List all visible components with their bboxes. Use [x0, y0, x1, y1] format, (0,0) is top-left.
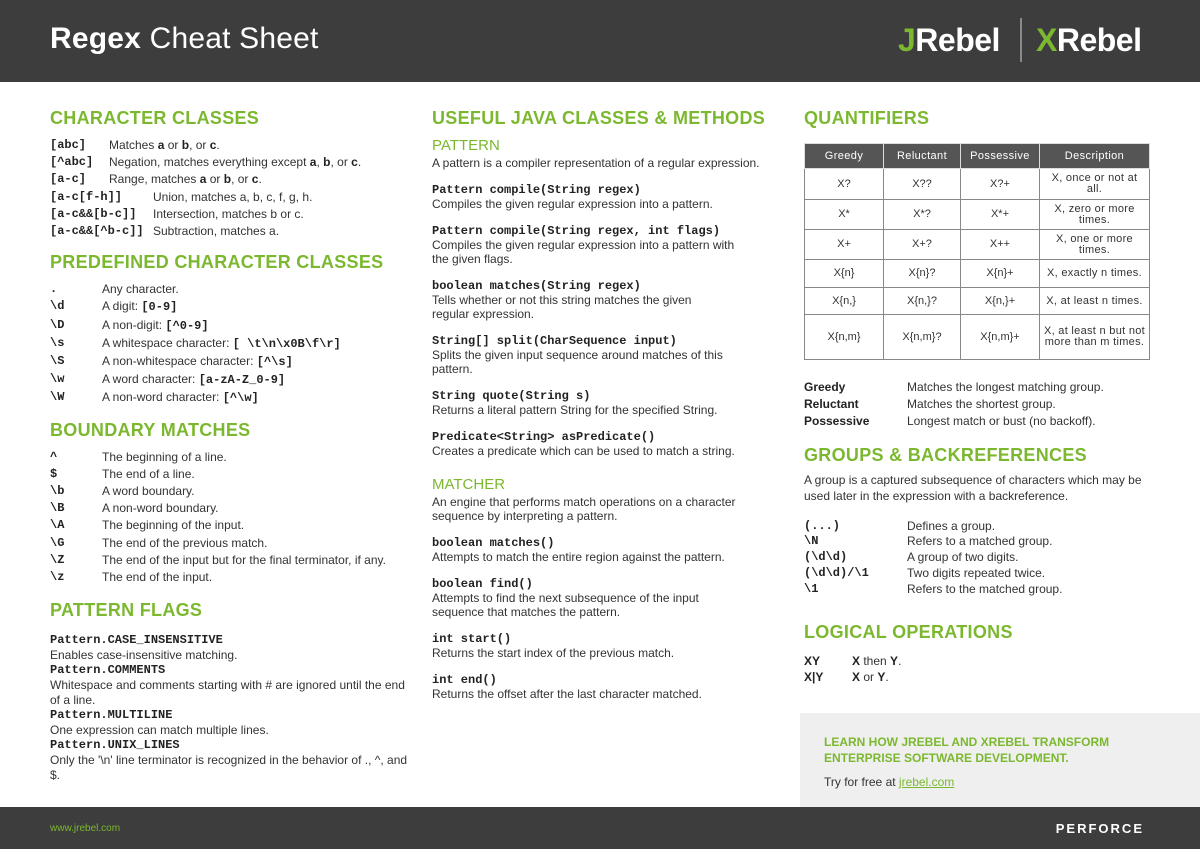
- pattern-flags-list: [50, 633, 415, 783]
- character-classes-list: [50, 137, 415, 240]
- pattern-subheading: PATTERN: [432, 137, 500, 154]
- boundary-row: \Z The end of the input but for the final terminator, if any.: [50, 552, 386, 567]
- boundary-row: $ The end of a line.: [50, 466, 195, 481]
- cc-row: [abc] Matches a or b, or c.: [50, 138, 220, 152]
- logo-divider: [1020, 18, 1022, 62]
- pattern-intro: A pattern is a compiler representation of a regular expression.: [432, 156, 760, 170]
- cc-row: [a-c&&[^b-c]] Subtraction, matches a.: [50, 224, 280, 239]
- table-row: X{n,} X{n,}? X{n,}+ X, at least n times.: [805, 288, 1150, 315]
- table-header: Possessive: [961, 144, 1040, 169]
- table-header-row: [805, 144, 1150, 169]
- method-entry: String[] split(CharSequence input) Splits the given input sequence around matches of this pattern.: [432, 334, 723, 376]
- cc-row: [a-c&&[b-c]] Intersection, matches b or c.: [50, 206, 304, 221]
- boundary-row: \A The beginning of the input.: [50, 518, 245, 533]
- flag-desc: Only the '\n' line terminator is recognized in the behavior of ., ^, and $.: [50, 753, 408, 783]
- method-entry: boolean find() Attempts to find the next subsequence of the input sequence that matches the pattern.: [432, 577, 699, 619]
- perforce-logo: PERFORCE: [1055, 821, 1144, 836]
- legend-row: Possessive Longest match or bust (no backoff).: [804, 414, 1096, 429]
- flag-desc: One expression can match multiple lines.: [50, 723, 269, 738]
- method-entry: String quote(String s) Returns a literal pattern String for the specified String.: [432, 389, 718, 417]
- boundary-row: \b A word boundary.: [50, 484, 195, 499]
- predefined-heading: PREDEFINED CHARACTER CLASSES: [50, 252, 384, 273]
- quantifiers-heading: QUANTIFIERS: [804, 108, 930, 128]
- flag-name: Pattern.COMMENTS: [50, 663, 166, 678]
- table-header: Reluctant: [884, 144, 961, 169]
- footer-url-link[interactable]: www.jrebel.com: [50, 823, 121, 834]
- flag-name: Pattern.UNIX_LINES: [50, 738, 180, 753]
- method-entry: boolean matches(String regex) Tells whether or not this string matches the given regular expression.: [432, 279, 692, 321]
- boundary-row: \G The end of the previous match.: [50, 535, 268, 550]
- character-classes-heading: CHARACTER CLASSES: [50, 108, 260, 128]
- method-entry: Pattern compile(String regex) Compiles the given regular expression into a pattern.: [432, 183, 713, 211]
- method-entry: Predicate<String> asPredicate() Creates a predicate which can be used to match a string.: [432, 430, 735, 458]
- boundary-list: [50, 449, 415, 587]
- boundary-row: \z The end of the input.: [50, 570, 213, 585]
- flag-name: Pattern.CASE_INSENSITIVE: [50, 633, 223, 648]
- promo-box: [800, 713, 1200, 807]
- boundary-heading: BOUNDARY MATCHES: [50, 419, 251, 440]
- table-row: X* X*? X*+ X, zero or more times.: [805, 200, 1150, 230]
- flag-name: Pattern.MULTILINE: [50, 708, 173, 723]
- java-heading: USEFUL JAVA CLASSES & METHODS: [432, 108, 766, 128]
- matcher-subheading: MATCHER: [432, 476, 506, 493]
- page-title: [50, 22, 319, 56]
- promo-try: Try for free at jrebel.com: [824, 775, 955, 789]
- predefined-row: \w A word character: [a-zA-Z_0-9]: [50, 372, 286, 388]
- column-middle: [432, 108, 787, 701]
- table-header: Description: [1040, 144, 1150, 169]
- flag-desc: Enables case-insensitive matching.: [50, 648, 238, 663]
- table-row: X? X?? X?+ X, once or not at all.: [805, 169, 1150, 200]
- jrebel-link[interactable]: jrebel.com: [898, 775, 955, 789]
- predefined-row: \s A whitespace character: [ \t\n\x0B\f\r]: [50, 335, 341, 351]
- method-entry: int start() Returns the start index of the previous match.: [432, 632, 675, 660]
- predefined-row: \d A digit: [0-9]: [50, 299, 178, 315]
- table-row: X{n,m} X{n,m}? X{n,m}+ X, at least n but not more than m times.: [805, 315, 1150, 360]
- quantifiers-table: [804, 143, 1150, 360]
- cc-row: [^abc] Negation, matches everything except a, b, or c.: [50, 155, 362, 170]
- table-header: Greedy: [805, 144, 884, 169]
- method-entry: Pattern compile(String regex, int flags) Compiles the given regular expression into a pattern with the given flags.: [432, 224, 735, 266]
- group-row: \N Refers to a matched group.: [804, 534, 1053, 549]
- flag-desc: Whitespace and comments starting with # are ignored until the end of a line.: [50, 678, 405, 708]
- legend-row: Reluctant Matches the shortest group.: [804, 397, 1056, 412]
- cc-row: [a-c] Range, matches a or b, or c.: [50, 172, 262, 187]
- quantifier-legend: [804, 379, 1150, 431]
- boundary-row: \B A non-word boundary.: [50, 501, 219, 516]
- predefined-row: . Any character.: [50, 282, 179, 297]
- table-row: X{n} X{n}? X{n}+ X, exactly n times.: [805, 260, 1150, 288]
- logical-row: XY X then Y.: [804, 653, 902, 668]
- method-entry: boolean matches() Attempts to match the entire region against the pattern.: [432, 536, 725, 564]
- title-rest: Cheat Sheet: [141, 22, 319, 55]
- cc-row: [a-c[f-h]] Union, matches a, b, c, f, g, h.: [50, 189, 313, 204]
- header-bar: [0, 0, 1200, 82]
- predefined-row: \W A non-word character: [^\w]: [50, 390, 259, 406]
- groups-list: [804, 519, 1150, 598]
- column-right: [804, 108, 1150, 685]
- promo-title: LEARN HOW JREBEL AND XREBEL TRANSFORM ENTERPRISE SOFTWARE DEVELOPMENT.: [824, 735, 1110, 765]
- pattern-flags-heading: PATTERN FLAGS: [50, 600, 203, 621]
- predefined-row: \D A non-digit: [^0-9]: [50, 317, 209, 333]
- jrebel-logo: JRebel: [898, 22, 1000, 58]
- table-row: X+ X+? X++ X, one or more times.: [805, 230, 1150, 260]
- column-left: [50, 108, 415, 783]
- title-bold: Regex: [50, 22, 142, 55]
- group-row: (\d\d) A group of two digits.: [804, 550, 1019, 565]
- group-row: (...) Defines a group.: [804, 518, 996, 533]
- groups-intro: A group is a captured subsequence of characters which may be used later in the expression with a backreference.: [804, 472, 1142, 503]
- group-row: \1 Refers to the matched group.: [804, 581, 1063, 596]
- logical-list: [804, 653, 1150, 685]
- group-row: (\d\d)/\1 Two digits repeated twice.: [804, 566, 1046, 580]
- method-entry: int end() Returns the offset after the last character matched.: [432, 673, 702, 701]
- logical-heading: LOGICAL OPERATIONS: [804, 621, 1013, 642]
- matcher-intro: An engine that performs match operations on a character sequence by interpreting a pattern.: [432, 495, 736, 523]
- footer-bar: [0, 807, 1200, 849]
- logical-row: X|Y X or Y.: [804, 669, 889, 684]
- legend-row: Greedy Matches the longest matching group.: [804, 380, 1104, 394]
- predefined-list: [50, 281, 415, 407]
- groups-heading: GROUPS & BACKREFERENCES: [804, 444, 1087, 465]
- predefined-row: \S A non-whitespace character: [^\s]: [50, 354, 293, 370]
- boundary-row: ^ The beginning of a line.: [50, 449, 227, 464]
- xrebel-logo: XRebel: [1036, 22, 1142, 58]
